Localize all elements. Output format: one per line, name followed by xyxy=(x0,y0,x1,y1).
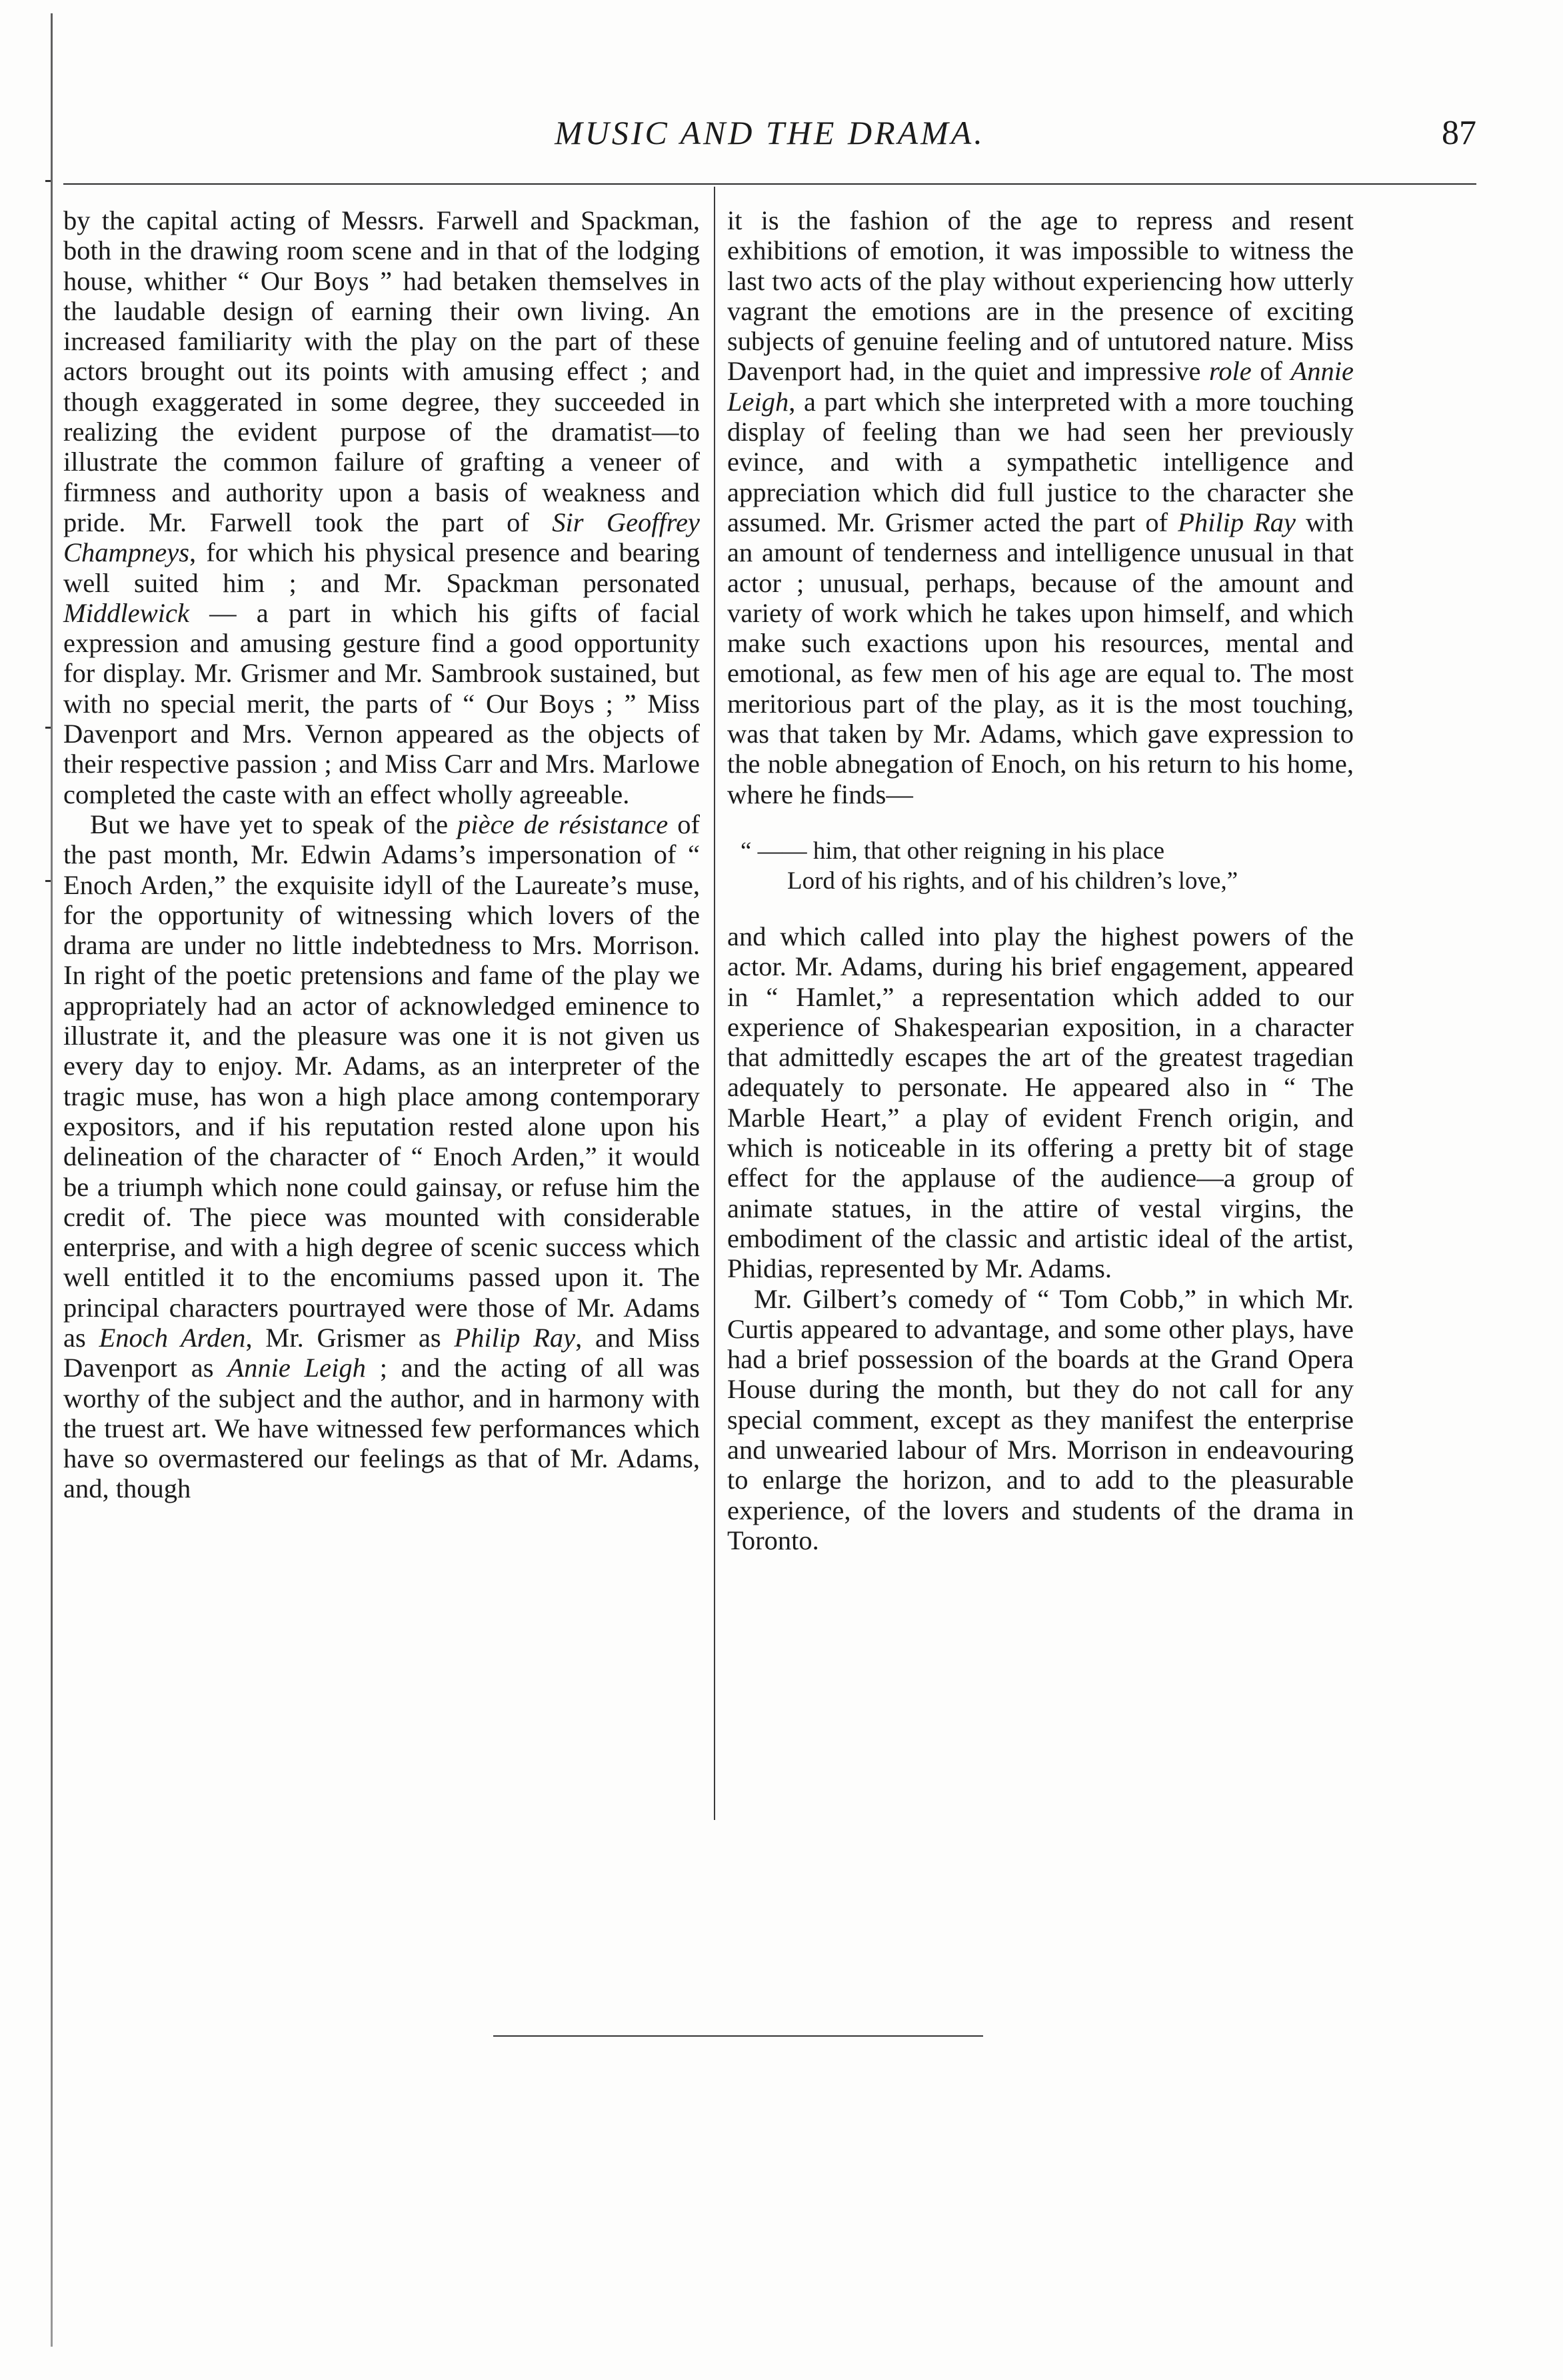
italic-name: Annie Leigh xyxy=(727,356,1354,417)
right-column xyxy=(727,205,1354,1555)
text-run: , for which his physical presence and bearing well suited him ; and Mr. Spackman personated xyxy=(63,537,700,598)
binding-edge xyxy=(51,13,53,2347)
text-run: , a part which she interpreted with a more touching display of feeling than we had seen her previously evince, and with a sympathetic intelligence and appreciation which did full justice to the character she assumed. Mr. Grismer acted the part of xyxy=(727,386,1354,537)
italic-name: Philip Ray xyxy=(454,1322,576,1353)
running-head xyxy=(63,113,1476,167)
binding-mark xyxy=(45,180,51,182)
paragraph xyxy=(63,205,700,809)
text-run: of xyxy=(1251,356,1291,387)
text-run: But we have yet to speak of the xyxy=(90,809,458,839)
text-run: and which called into play the highest powers of the actor. Mr. Adams, during his brief engagement, appeared in “ Hamlet,” a representation which added to our experience of Shakespearian exposition, in a character that admittedly escapes the art of the greatest tragedian adequately to personate. He appeared also in “ The Marble Heart,” a play of evident French origin, and which is noticeable in its offering a pretty bit of stage effect for the applause of the audience—a group of animate statues, in the attire of vestal virgins, the embodiment of the classic and artistic ideal of the artist, Phidias, represented by Mr. Adams. xyxy=(727,921,1354,1284)
text-run: it is the fashion of the age to repress and resent exhibitions of emotion, it was impossible to witness the last two acts of the play without experiencing how utterly vagrant the emotions are in the presence of exciting subjects of genuine feeling and of untutored nature. Miss Davenport had, in the quiet and impressive xyxy=(727,205,1354,387)
text-run: by the capital acting of Messrs. Farwell and Spackman, both in the drawing room scene and in that of the lodging house, whither “ Our Boys ” had betaken themselves in the laudable design of earning their own living. An increased familiarity with the play on the part of these actors brought out its points with amusing effect ; and though exaggerated in some degree, they succeeded in realizing the evident purpose of the dramatist—to illustrate the common failure of grafting a veneer of firmness and authority upon a basis of weakness and pride. Mr. Farwell took the part of xyxy=(63,205,700,537)
paragraph xyxy=(727,205,1354,809)
paragraph xyxy=(63,809,700,1504)
text-run: Mr. Gilbert’s comedy of “ Tom Cobb,” in which Mr. Curtis appeared to advantage, and some other plays, have had a brief possession of the boards at the Grand Opera House during the month, but they do not call for any special comment, except as they manifest the enterprise and unwearied labour of Mrs. Morrison in endeavouring to enlarge the horizon, and to add to the pleasurable experience, of the lovers and students of the drama in Toronto. xyxy=(727,1283,1354,1555)
italic-phrase: pièce de résistance xyxy=(457,809,669,839)
text-run: , Mr. Grismer as xyxy=(245,1322,455,1353)
text-run: ; and the acting of all was worthy of the subject and the author, and in harmony with the truest art. We have witnessed few performances which have so overmastered our feelings as that of Mr. Adams, and, though xyxy=(63,1353,700,1504)
quote-line: Lord of his rights, and of his children’s love,” xyxy=(787,867,1238,895)
italic-word: role xyxy=(1209,356,1252,387)
binding-mark xyxy=(45,880,51,882)
italic-name: Annie Leigh xyxy=(227,1353,366,1383)
italic-name: Enoch Arden xyxy=(99,1322,246,1353)
italic-name: Philip Ray xyxy=(1178,507,1296,537)
text-run: of the past month, Mr. Edwin Adams’s impersonation of “ Enoch Arden,” the exquisite idyll of the Laureate’s muse, for the opportunity of witnessing which lovers of the drama are under no little indebtedness to Mrs. Morrison. In right of the poetic pretensions and fame of the play we appropriately had an actor of acknowledged eminence to illustrate it, and the pleasure was one it is not given us every day to enjoy. Mr. Adams, as an interpreter of the tragic muse, has won a high place among contemporary expositors, and if his reputation rested alone upon his delineation of the character of “ Enoch Arden,” it would be a triumph which none could gainsay, or refuse him the credit of. The piece was mounted with considerable enterprise, and with a high degree of scenic success which well entitled it to the encomiums passed upon it. The principal characters pourtrayed were those of Mr. Adams as xyxy=(63,809,700,1353)
column-divider xyxy=(714,187,715,1820)
left-column xyxy=(63,205,700,1504)
text-run: — a part in which his gifts of facial expression and amusing gesture find a good opportunity for display. Mr. Grismer and Mr. Sambrook sustained, but with no special merit, the parts of “ Our Boys ; ” Miss Davenport and Mrs. Vernon appeared as the objects of their respective passion ; and Miss Carr and Mrs. Marlowe completed the caste with an effect wholly agreeable. xyxy=(63,597,700,809)
paragraph xyxy=(727,921,1354,1284)
section-end-rule xyxy=(493,2035,983,2037)
verse-quote xyxy=(727,836,1354,896)
page-number: 87 xyxy=(1442,114,1476,152)
binding-mark xyxy=(45,727,51,729)
header-rule xyxy=(63,183,1476,185)
quote-line: “ —— him, that other reigning in his place xyxy=(741,837,1165,865)
running-title: MUSIC AND THE DRAMA. xyxy=(555,114,985,151)
paragraph xyxy=(727,1284,1354,1556)
italic-name: Middlewick xyxy=(63,597,189,628)
text-run: with an amount of tenderness and intelligence unusual in that actor ; unusual, perhaps, because of the amount and variety of work which he takes upon himself, and which make such exactions upon his resources, mental and emotional, as few men of his age are equal to. The most meritorious part of the play, as it is the most touching, was that taken by Mr. Adams, which gave expression to the noble abnegation of Enoch, on his return to his home, where he finds— xyxy=(727,507,1354,809)
text-run: , and Miss Davenport as xyxy=(63,1322,700,1383)
italic-name: Sir Geoffrey Champneys xyxy=(63,507,701,568)
